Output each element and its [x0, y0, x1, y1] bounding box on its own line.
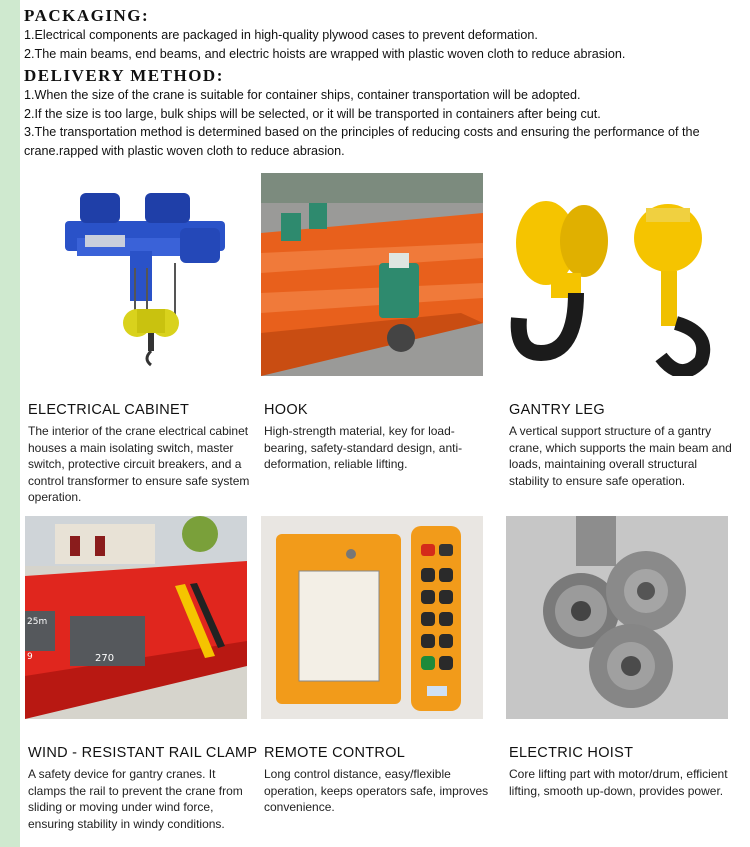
remote-control-photo: [261, 516, 483, 719]
packaging-title: PACKAGING:: [24, 6, 150, 25]
packaging-line-2: 2.The main beams, end beams, and electric hoists are wrapped with plastic woven cloth to reduce abrasion.: [24, 46, 626, 61]
product-description: Long control distance, easy/flexible operation, keeps operators safe, improves convenience.: [264, 767, 489, 815]
girder-label-270: 270: [95, 653, 115, 664]
girder-label-25m: 25m: [27, 617, 48, 627]
product-title: REMOTE CONTROL: [264, 745, 406, 761]
electric-hoist-photo: [25, 173, 247, 376]
delivery-line-3: 3.The transportation method is determined based on the principles of reducing costs and ensuring the performance of the crane.rapped with plastic woven cloth to reduce abrasion.: [24, 125, 700, 158]
shipping-info: [24, 6, 742, 160]
product-title: HOOK: [264, 402, 308, 418]
orange-end-beams-photo: [261, 173, 483, 376]
product-description: High-strength material, key for load-bearing, safety-standard design, anti-deformation, reliable lifting.: [264, 424, 463, 472]
yellow-hooks-photo: [506, 173, 728, 376]
red-girder-photo: [25, 516, 247, 719]
delivery-line-1: 1.When the size of the crane is suitable for container ships, container transportation will be adopted.: [24, 88, 581, 102]
product-title: ELECTRIC HOIST: [509, 745, 634, 761]
girder-label-9: 9: [27, 652, 33, 662]
product-description: The interior of the crane electrical cabinet houses a main isolating switch, master switch, protective circuit breakers, and a control transformer to ensure safe system operation.: [28, 424, 250, 505]
delivery-line-2: 2.If the size is too large, bulk ships will be selected, or it will be transported in containers after being cut.: [24, 106, 601, 121]
product-description: A vertical support structure of a gantry crane, which supports the main beam and loads, maintaining overall structural stability to ensure safe operation.: [509, 424, 732, 488]
packaging-line-1: 1.Electrical components are packaged in high-quality plywood cases to prevent deformation.: [24, 28, 538, 42]
product-description: Core lifting part with motor/drum, efficient lifting, smooth up-down, provides power.: [509, 767, 728, 798]
left-accent-bar: [0, 0, 20, 847]
crane-wheels-photo: [506, 516, 728, 719]
product-title: GANTRY LEG: [509, 402, 605, 418]
product-title: ELECTRICAL CABINET: [28, 402, 190, 418]
product-description: A safety device for gantry cranes. It clamps the rail to prevent the crane from sliding or moving under wind force, ensuring stability in windy conditions.: [28, 767, 243, 831]
delivery-title: DELIVERY METHOD:: [24, 66, 224, 85]
product-title: WIND - RESISTANT RAIL CLAMP: [28, 745, 258, 761]
